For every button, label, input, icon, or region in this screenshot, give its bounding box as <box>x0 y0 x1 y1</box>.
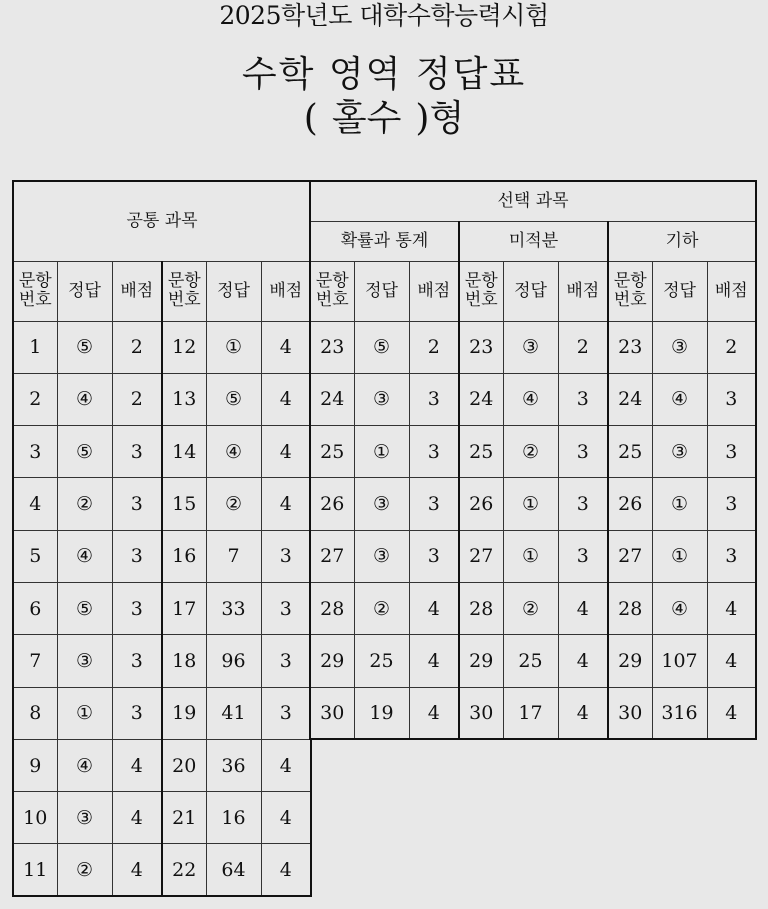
question-number: 26 <box>608 478 652 530</box>
points: 3 <box>261 582 311 634</box>
answer: ① <box>354 426 409 478</box>
table-row <box>13 478 311 530</box>
table-row <box>310 635 756 687</box>
points: 4 <box>409 582 459 634</box>
answer: ④ <box>206 426 261 478</box>
question-number: 6 <box>13 582 57 634</box>
points: 4 <box>707 635 756 687</box>
question-number: 5 <box>13 530 57 582</box>
points: 3 <box>558 478 608 530</box>
points: 3 <box>112 635 162 687</box>
question-number: 21 <box>162 792 206 844</box>
question-number: 27 <box>310 530 354 582</box>
points: 4 <box>261 739 311 791</box>
question-number: 27 <box>608 530 652 582</box>
answer: ⑤ <box>354 321 409 373</box>
question-number: 30 <box>310 687 354 739</box>
common-col-header: 배점 <box>261 261 311 321</box>
form-paren-open: ( <box>303 98 318 139</box>
table-row <box>310 373 756 425</box>
points: 4 <box>261 426 311 478</box>
answer: ① <box>503 478 558 530</box>
points: 3 <box>707 426 756 478</box>
elective-col-header: 문항 번호 <box>310 261 354 321</box>
common-answer-table <box>12 180 312 897</box>
points: 3 <box>409 373 459 425</box>
question-number: 28 <box>608 582 652 634</box>
answer: ⑤ <box>57 582 112 634</box>
answer: 96 <box>206 635 261 687</box>
points: 4 <box>409 687 459 739</box>
question-number: 16 <box>162 530 206 582</box>
question-number: 29 <box>459 635 503 687</box>
answer: ④ <box>652 373 707 425</box>
points: 3 <box>261 530 311 582</box>
elective-group-header: 선택 과목 <box>310 181 756 221</box>
points: 4 <box>707 582 756 634</box>
answer: 33 <box>206 582 261 634</box>
answer: ① <box>503 530 558 582</box>
question-number: 7 <box>13 635 57 687</box>
points: 3 <box>261 635 311 687</box>
answer: ② <box>503 582 558 634</box>
table-row <box>310 478 756 530</box>
points: 4 <box>261 844 311 896</box>
answer: ④ <box>652 582 707 634</box>
question-number: 26 <box>459 478 503 530</box>
common-group-header: 공통 과목 <box>13 181 311 261</box>
points: 4 <box>409 635 459 687</box>
elective-col-header: 배점 <box>558 261 608 321</box>
common-col-header: 문항 번호 <box>162 261 206 321</box>
elective-col-header: 문항 번호 <box>608 261 652 321</box>
question-number: 23 <box>608 321 652 373</box>
table-row <box>13 739 311 791</box>
answer: ③ <box>652 426 707 478</box>
answer: ② <box>57 844 112 896</box>
points: 4 <box>112 792 162 844</box>
points: 4 <box>261 321 311 373</box>
question-number: 9 <box>13 739 57 791</box>
question-number: 27 <box>459 530 503 582</box>
answer: ③ <box>57 792 112 844</box>
common-col-header: 정답 <box>206 261 261 321</box>
points: 3 <box>558 373 608 425</box>
points: 2 <box>707 321 756 373</box>
question-number: 26 <box>310 478 354 530</box>
question-number: 3 <box>13 426 57 478</box>
points: 3 <box>409 478 459 530</box>
form-paren-close: ) <box>415 98 430 139</box>
question-number: 18 <box>162 635 206 687</box>
table-row <box>13 687 311 739</box>
question-number: 24 <box>608 373 652 425</box>
question-number: 23 <box>459 321 503 373</box>
points: 3 <box>707 478 756 530</box>
subject-header-calculus: 미적분 <box>459 221 608 261</box>
points: 3 <box>558 426 608 478</box>
question-number: 13 <box>162 373 206 425</box>
answer: ① <box>206 321 261 373</box>
table-row <box>13 635 311 687</box>
answer: ① <box>652 530 707 582</box>
answer: ⑤ <box>206 373 261 425</box>
subject-header-probability-statistics: 확률과 통계 <box>310 221 459 261</box>
elective-col-header: 정답 <box>652 261 707 321</box>
answer: ③ <box>354 530 409 582</box>
answer: ② <box>57 478 112 530</box>
form-type <box>0 96 768 142</box>
table-row <box>13 426 311 478</box>
subject-title: 수학 영역 정답표 <box>241 54 527 95</box>
question-number: 22 <box>162 844 206 896</box>
points: 2 <box>558 321 608 373</box>
question-number: 23 <box>310 321 354 373</box>
question-number: 11 <box>13 844 57 896</box>
question-number: 8 <box>13 687 57 739</box>
points: 3 <box>112 582 162 634</box>
question-number: 24 <box>310 373 354 425</box>
points: 3 <box>112 478 162 530</box>
question-number: 10 <box>13 792 57 844</box>
points: 4 <box>707 687 756 739</box>
table-row <box>310 530 756 582</box>
question-number: 24 <box>459 373 503 425</box>
elective-col-header: 문항 번호 <box>459 261 503 321</box>
answer: 316 <box>652 687 707 739</box>
exam-title: 2025학년도 대학수학능력시험 <box>219 1 549 30</box>
elective-col-header: 배점 <box>707 261 756 321</box>
table-row <box>13 844 311 896</box>
table-row <box>310 426 756 478</box>
question-number: 2 <box>13 373 57 425</box>
question-number: 25 <box>459 426 503 478</box>
points: 4 <box>558 582 608 634</box>
points: 3 <box>112 426 162 478</box>
answer: 36 <box>206 739 261 791</box>
points: 3 <box>112 687 162 739</box>
answer: ④ <box>57 530 112 582</box>
question-number: 29 <box>310 635 354 687</box>
common-col-header: 문항 번호 <box>13 261 57 321</box>
points: 3 <box>409 426 459 478</box>
question-number: 19 <box>162 687 206 739</box>
points: 4 <box>261 792 311 844</box>
points: 4 <box>112 739 162 791</box>
points: 2 <box>409 321 459 373</box>
question-number: 25 <box>310 426 354 478</box>
question-number: 1 <box>13 321 57 373</box>
answer: ③ <box>652 321 707 373</box>
answer: ④ <box>503 373 558 425</box>
elective-col-header: 정답 <box>503 261 558 321</box>
elective-col-header: 배점 <box>409 261 459 321</box>
table-row <box>310 687 756 739</box>
table-row <box>13 792 311 844</box>
answer: ④ <box>57 739 112 791</box>
points: 3 <box>558 530 608 582</box>
question-number: 30 <box>608 687 652 739</box>
answer: 41 <box>206 687 261 739</box>
form-suffix: 형 <box>429 98 465 139</box>
elective-answer-table <box>309 180 757 740</box>
question-number: 12 <box>162 321 206 373</box>
answer: 25 <box>354 635 409 687</box>
points: 4 <box>261 373 311 425</box>
common-col-header: 정답 <box>57 261 112 321</box>
table-row <box>13 582 311 634</box>
question-number: 29 <box>608 635 652 687</box>
question-number: 30 <box>459 687 503 739</box>
answer: ① <box>652 478 707 530</box>
common-col-header: 배점 <box>112 261 162 321</box>
points: 3 <box>409 530 459 582</box>
answer: 64 <box>206 844 261 896</box>
elective-col-header: 정답 <box>354 261 409 321</box>
points: 4 <box>261 478 311 530</box>
answer: 16 <box>206 792 261 844</box>
answer: ③ <box>57 635 112 687</box>
question-number: 28 <box>459 582 503 634</box>
answer: ⑤ <box>57 321 112 373</box>
answer: ② <box>503 426 558 478</box>
table-row <box>310 582 756 634</box>
points: 4 <box>112 844 162 896</box>
points: 3 <box>112 530 162 582</box>
table-row <box>310 321 756 373</box>
answer: 7 <box>206 530 261 582</box>
question-number: 4 <box>13 478 57 530</box>
answer: 19 <box>354 687 409 739</box>
answer: 107 <box>652 635 707 687</box>
answer: 17 <box>503 687 558 739</box>
answer: ① <box>57 687 112 739</box>
points: 2 <box>112 321 162 373</box>
points: 4 <box>558 635 608 687</box>
answer: ④ <box>57 373 112 425</box>
points: 3 <box>261 687 311 739</box>
question-number: 15 <box>162 478 206 530</box>
answer: ② <box>354 582 409 634</box>
subject-header-geometry: 기하 <box>608 221 756 261</box>
question-number: 17 <box>162 582 206 634</box>
answer: ③ <box>354 373 409 425</box>
points: 2 <box>112 373 162 425</box>
answer: ③ <box>354 478 409 530</box>
answer: 25 <box>503 635 558 687</box>
form-name: 홀수 <box>331 98 402 139</box>
answer: ② <box>206 478 261 530</box>
table-row <box>13 373 311 425</box>
points: 3 <box>707 373 756 425</box>
points: 3 <box>707 530 756 582</box>
points: 4 <box>558 687 608 739</box>
answer: ⑤ <box>57 426 112 478</box>
answer: ③ <box>503 321 558 373</box>
table-row <box>13 321 311 373</box>
question-number: 20 <box>162 739 206 791</box>
question-number: 25 <box>608 426 652 478</box>
question-number: 14 <box>162 426 206 478</box>
question-number: 28 <box>310 582 354 634</box>
table-row <box>13 530 311 582</box>
